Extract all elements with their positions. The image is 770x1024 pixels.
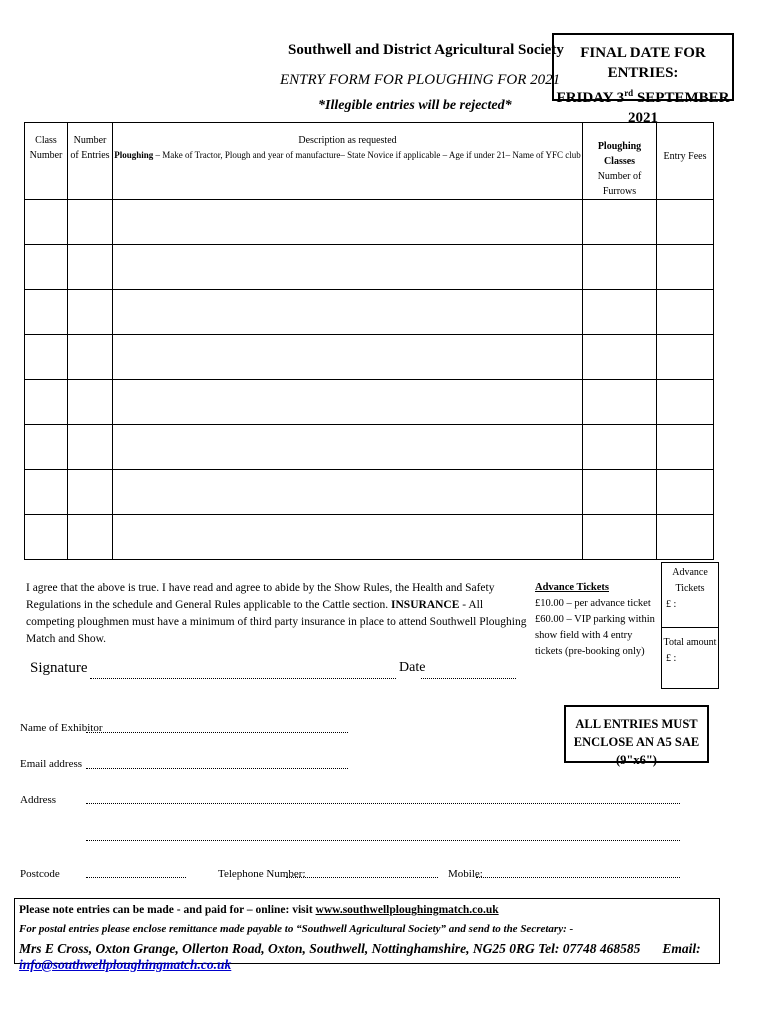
cell-description[interactable] [113, 290, 583, 335]
final-date-day: FRIDAY 3 [556, 90, 625, 106]
mobile-label: Mobile: [448, 868, 483, 880]
declaration-text [26, 580, 531, 648]
cell-number[interactable] [68, 290, 113, 335]
mobile-field[interactable] [476, 868, 680, 878]
cell-class[interactable] [25, 245, 68, 290]
cell-description[interactable] [113, 425, 583, 470]
address-label: Address [20, 794, 57, 806]
advance-line2: £60.00 – VIP parking within show field with 4 entry tickets (pre-booking only) [535, 614, 655, 657]
header-desc-title: Description as requested [298, 135, 397, 146]
cell-number[interactable] [68, 245, 113, 290]
telephone-label: Telephone Number: [218, 868, 306, 880]
table-row [25, 425, 714, 470]
cell-fees[interactable] [657, 245, 714, 290]
final-date-rest: SEPTEMBER 2021 [628, 90, 730, 126]
table-row [25, 470, 714, 515]
form-title: ENTRY FORM FOR PLOUGHING FOR 2021 [280, 72, 561, 88]
advance-line1: £10.00 – per advance ticket [535, 598, 651, 609]
cell-classes[interactable] [583, 335, 657, 380]
cell-fees[interactable] [657, 515, 714, 560]
sae-notice-line1: ALL ENTRIES MUST [575, 717, 698, 731]
footer-secretary-address: Mrs E Cross, Oxton Grange, Ollerton Road, Oxton, Southwell, Nottinghamshire, NG25 0RG Tel: 07748 468585 [19, 941, 641, 956]
header-classes-2: Number of Furrows [597, 171, 642, 197]
sae-notice-box [564, 705, 709, 767]
final-date-sup: rd [624, 88, 634, 98]
cell-description[interactable] [113, 335, 583, 380]
header-classes-1: Ploughing Classes [597, 141, 642, 167]
cell-fees[interactable] [657, 380, 714, 425]
cell-fees[interactable] [657, 290, 714, 335]
email-label: Email address [20, 758, 83, 770]
table-row [25, 515, 714, 560]
cell-number[interactable] [68, 335, 113, 380]
cell-classes[interactable] [583, 425, 657, 470]
footer-online-text: Please note entries can be made - and paid for – online: visit [19, 904, 316, 916]
postcode-label: Postcode [20, 868, 60, 880]
advance-box-pound-2[interactable]: £ : [666, 653, 677, 664]
cell-classes[interactable] [583, 290, 657, 335]
footer-postal-line: For postal entries please enclose remittance made payable to “Southwell Agricultural Society” and send to the Secretary: - [19, 923, 574, 935]
cell-class[interactable] [25, 470, 68, 515]
signature-label: Signature [30, 660, 88, 676]
advance-box-pound-1[interactable]: £ : [666, 599, 677, 610]
final-date-line1: FINAL DATE FOR ENTRIES: [580, 45, 706, 81]
entries-table [24, 122, 714, 560]
cell-class[interactable] [25, 290, 68, 335]
declaration-part1: I agree that the above is true. I have read and agree to abide by the Show Rules, the Health and Safety Regulations in the schedule and General Rules applicable to the Cattle section. [26, 582, 495, 611]
cell-fees[interactable] [657, 470, 714, 515]
cell-class[interactable] [25, 515, 68, 560]
advance-box-title-1: Advance [672, 567, 708, 578]
cell-classes[interactable] [583, 200, 657, 245]
header-class-2: Number [29, 150, 63, 161]
telephone-field[interactable] [286, 868, 438, 878]
table-row [25, 200, 714, 245]
cell-description[interactable] [113, 515, 583, 560]
signature-field[interactable] [90, 666, 396, 679]
table-row [25, 335, 714, 380]
header-description [113, 123, 583, 200]
exhibitor-name-field[interactable] [86, 722, 348, 733]
cell-description[interactable] [113, 380, 583, 425]
header-number-1: Number [73, 135, 107, 146]
cell-fees[interactable] [657, 200, 714, 245]
cell-fees[interactable] [657, 335, 714, 380]
cell-class[interactable] [25, 425, 68, 470]
cell-description[interactable] [113, 245, 583, 290]
cell-number[interactable] [68, 515, 113, 560]
footer-email-label: Email: [662, 941, 701, 956]
address-field-line1[interactable] [86, 795, 680, 804]
cell-number[interactable] [68, 380, 113, 425]
cell-description[interactable] [113, 470, 583, 515]
footer-address-line [19, 941, 719, 973]
exhibitor-name-label: Name of Exhibitor [20, 722, 103, 734]
advance-box-title-2: Tickets [675, 583, 705, 594]
footer-box [14, 898, 720, 972]
email-field[interactable] [86, 758, 348, 769]
sae-notice-line2: ENCLOSE AN A5 SAE (9"x6") [573, 735, 700, 767]
illegible-warning: *Illegible entries will be rejected* [318, 98, 512, 113]
header-desc-bold: Ploughing [114, 150, 154, 160]
society-title: Southwell and District Agricultural Society [288, 42, 564, 58]
advance-title: Advance Tickets [535, 582, 609, 593]
footer-online-line [19, 904, 499, 916]
advance-tickets-box [661, 562, 719, 689]
cell-classes[interactable] [583, 470, 657, 515]
header-desc-text: – Make of Tractor, Plough and year of manufacture– State Novice if applicable – Age if under 21– Name of YFC club [153, 150, 581, 160]
advance-box-total: Total amount [663, 637, 717, 648]
cell-classes[interactable] [583, 380, 657, 425]
table-row [25, 245, 714, 290]
cell-number[interactable] [68, 470, 113, 515]
cell-fees[interactable] [657, 425, 714, 470]
final-date-box [552, 33, 734, 126]
header-number-2: of Entries [70, 150, 110, 161]
footer-website-link[interactable]: www.southwellploughingmatch.co.uk [315, 904, 499, 916]
date-label: Date [399, 660, 426, 675]
advance-box-divider [662, 627, 718, 628]
cell-classes[interactable] [583, 245, 657, 290]
cell-description[interactable] [113, 200, 583, 245]
header-fees-label: Entry Fees [663, 151, 707, 162]
footer-email-link[interactable]: info@southwellploughingmatch.co.uk [19, 957, 232, 972]
table-row [25, 290, 714, 335]
address-field-line2[interactable] [86, 832, 680, 841]
table-header-row [25, 123, 714, 200]
header-number [68, 123, 113, 200]
insurance-label: INSURANCE [391, 599, 460, 611]
postcode-field[interactable] [86, 868, 186, 878]
cell-class[interactable] [25, 380, 68, 425]
header-class-1: Class [35, 135, 57, 146]
header-ploughing-classes [583, 123, 657, 200]
header-entry-fees [657, 123, 714, 200]
header-class [25, 123, 68, 200]
table-row [25, 380, 714, 425]
advance-tickets-info [535, 580, 657, 660]
cell-class[interactable] [25, 335, 68, 380]
declaration-part2: - All competing ploughmen must have a minimum of third party insurance in place to attend Southwell Ploughing Match and Show. [26, 599, 527, 645]
cell-class[interactable] [25, 200, 68, 245]
date-field[interactable] [421, 666, 516, 679]
cell-number[interactable] [68, 200, 113, 245]
cell-classes[interactable] [583, 515, 657, 560]
cell-number[interactable] [68, 425, 113, 470]
